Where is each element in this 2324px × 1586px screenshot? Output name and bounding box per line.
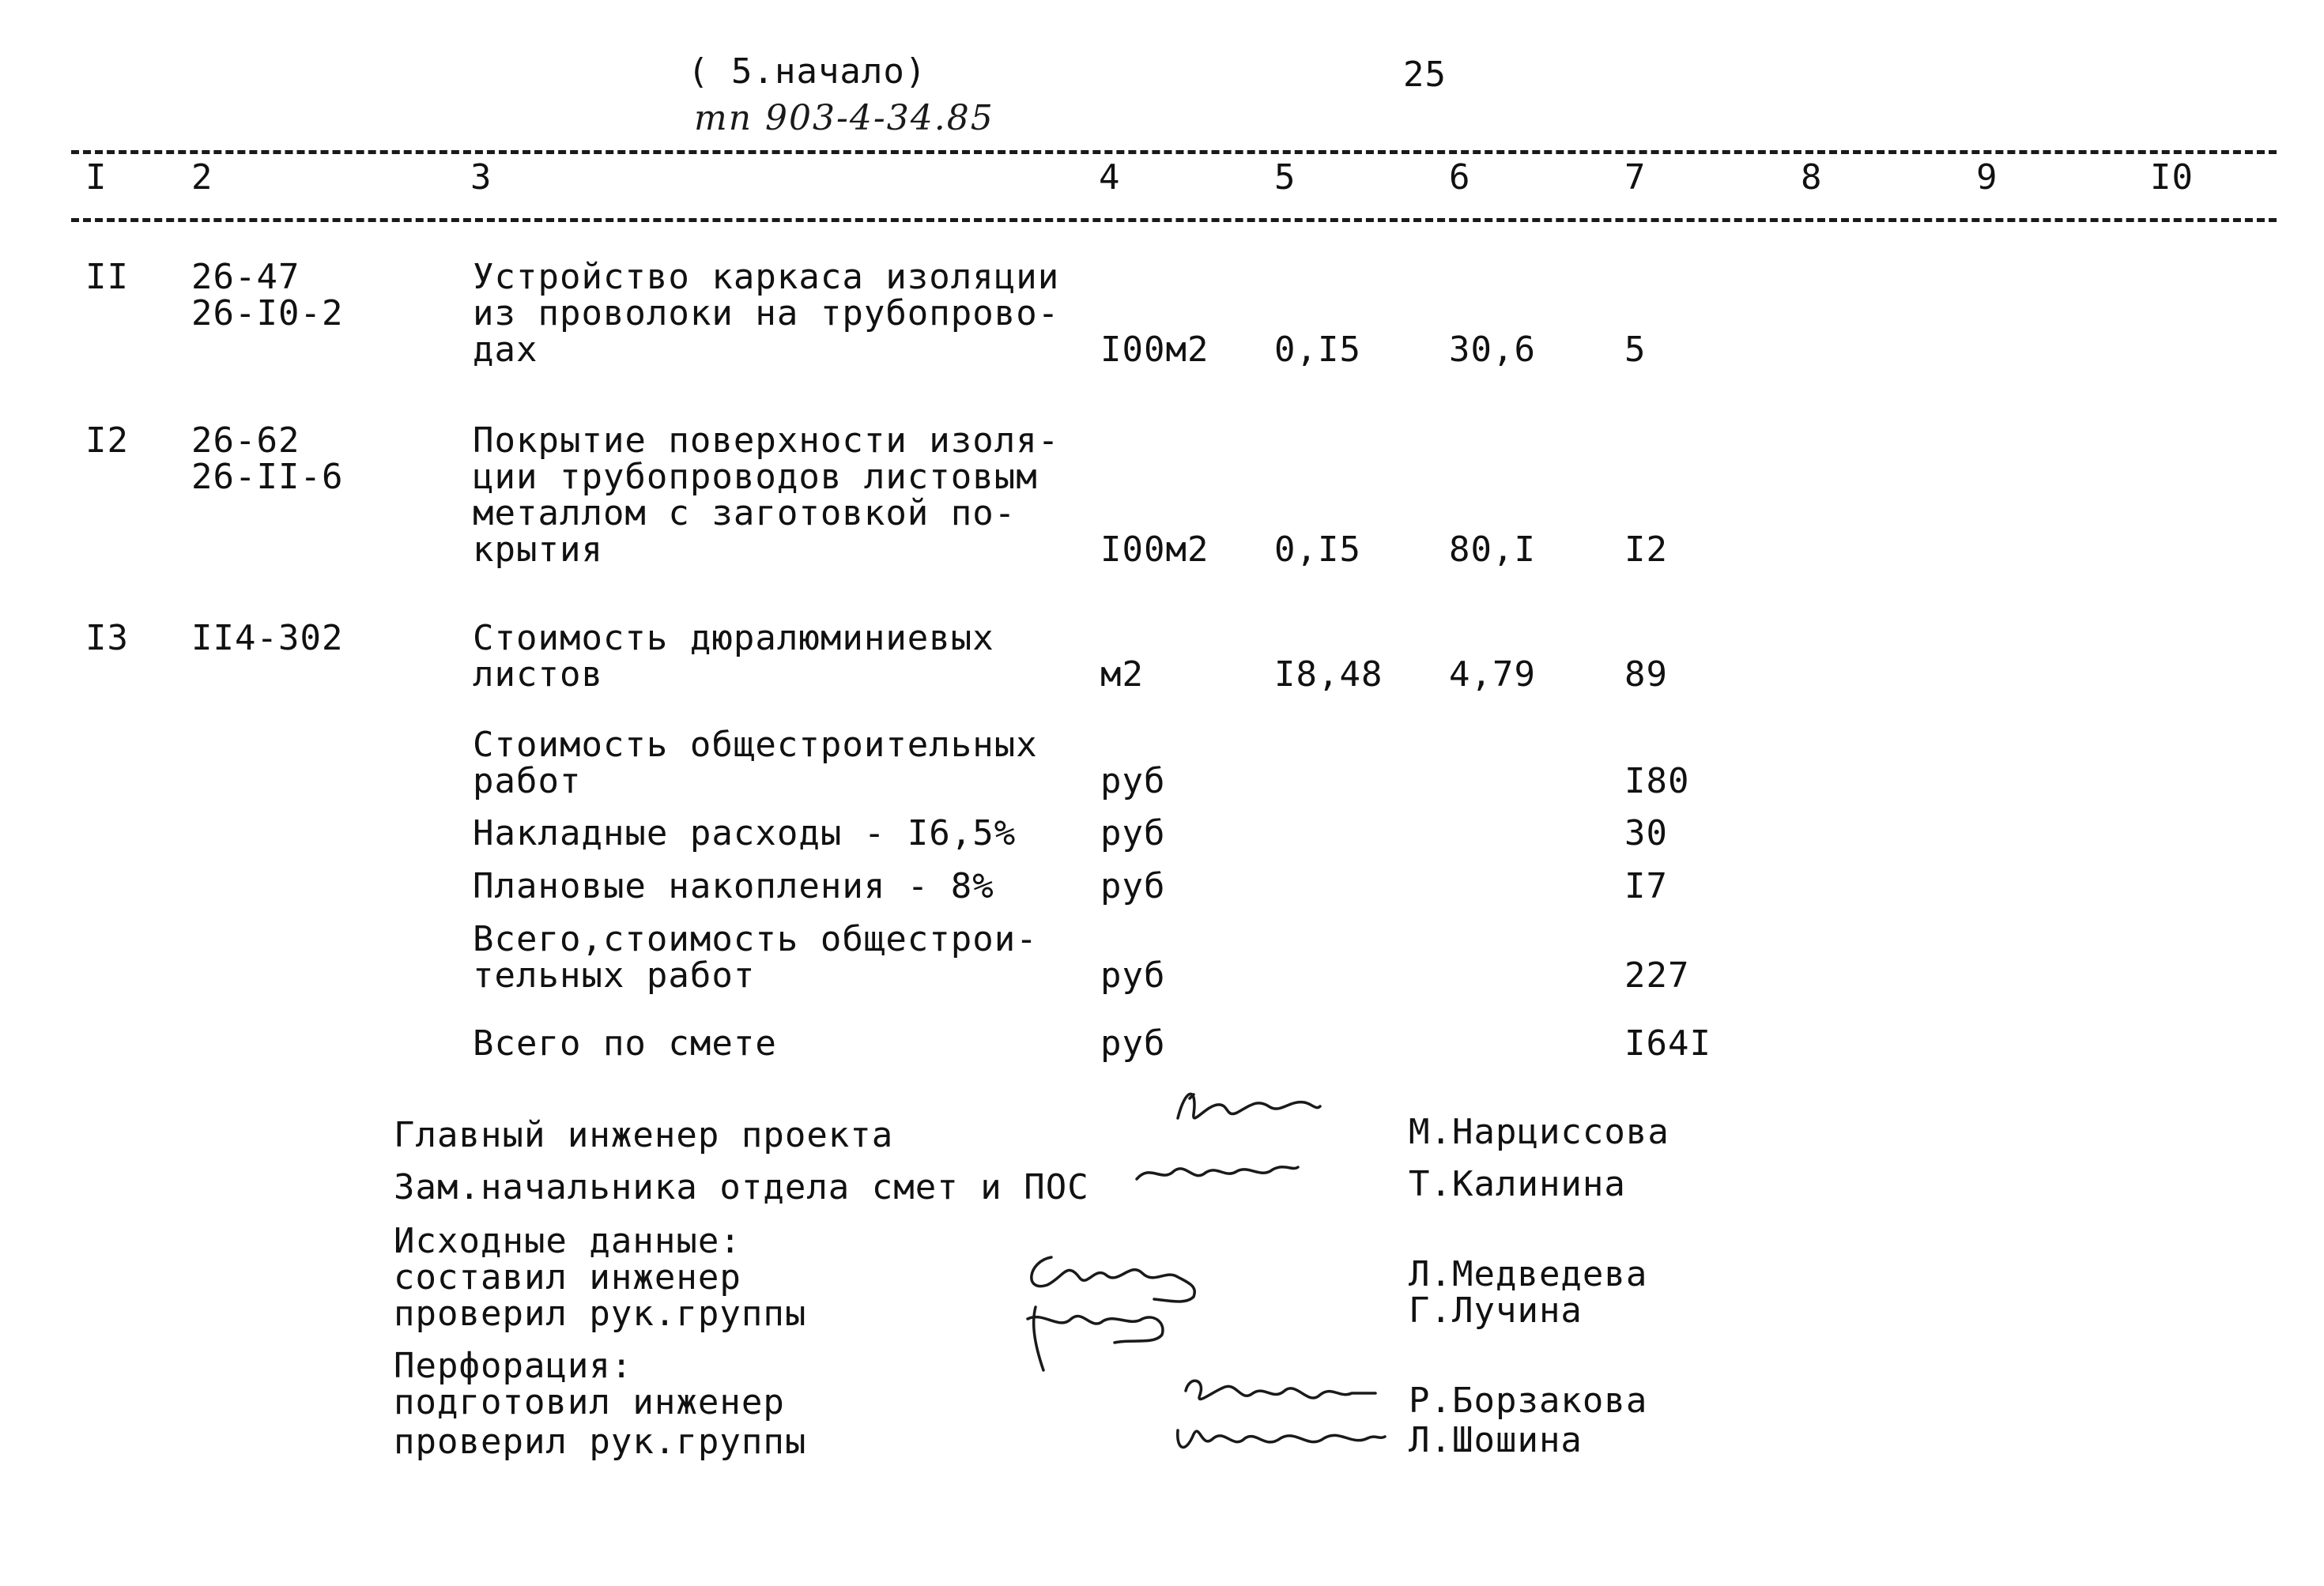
row-description: металлом с заготовкой по- <box>473 493 1017 533</box>
col-num-3: 3 <box>470 157 492 198</box>
row-price: 80,I <box>1449 529 1536 570</box>
row-total: 5 <box>1624 330 1647 370</box>
col-num-7: 7 <box>1624 157 1647 198</box>
row-quantity: 0,I5 <box>1274 330 1361 370</box>
row-description: Покрытие поверхности изоля- <box>473 420 1060 461</box>
summary-unit: руб <box>1100 955 1166 996</box>
signer-role: составил инженер <box>394 1257 741 1298</box>
summary-unit: руб <box>1100 813 1166 853</box>
row-number: I3 <box>85 618 129 658</box>
row-price: 4,79 <box>1449 654 1536 695</box>
summary-description: Плановые накопления - 8% <box>473 866 994 906</box>
project-code: тп 903-4-34.85 <box>694 98 994 138</box>
summary-total: 30 <box>1624 813 1668 853</box>
row-code: 26-47 <box>191 257 300 297</box>
row-unit: I00м2 <box>1100 330 1209 370</box>
summary-description: Стоимость общестроительных <box>473 725 1038 765</box>
summary-total: I7 <box>1624 866 1668 906</box>
row-unit: м2 <box>1100 654 1144 695</box>
signature-deputy-head <box>1130 1155 1304 1195</box>
summary-unit: руб <box>1100 1023 1166 1064</box>
row-description: из проволоки на трубопрово- <box>473 293 1060 333</box>
divider-top <box>71 150 2277 154</box>
col-num-1: I <box>85 157 108 198</box>
signer-role: подготовил инженер <box>394 1382 785 1422</box>
signer-name: Т.Калинина <box>1409 1164 1626 1204</box>
signer-name: Л.Шошина <box>1409 1420 1583 1460</box>
row-code: II4-302 <box>191 618 344 658</box>
row-quantity: I8,48 <box>1274 654 1383 695</box>
page-number: 25 <box>1403 55 1447 95</box>
section-label: ( 5.начало) <box>688 51 927 92</box>
row-description: крытия <box>473 529 603 570</box>
row-number: II <box>85 257 129 297</box>
signer-role: Главный инженер проекта <box>394 1115 894 1155</box>
row-code: 26-62 <box>191 420 300 461</box>
summary-total: I80 <box>1624 761 1690 801</box>
summary-total: I64I <box>1624 1023 1711 1064</box>
summary-description: Всего,стоимость общестрои- <box>473 919 1038 959</box>
row-description: ции трубопроводов листовым <box>473 457 1038 497</box>
row-description: Устройство каркаса изоляции <box>473 257 1060 297</box>
row-code: 26-II-6 <box>191 457 344 497</box>
row-description: дах <box>473 330 538 370</box>
signer-name: Р.Борзакова <box>1409 1381 1648 1421</box>
col-num-8: 8 <box>1801 157 1823 198</box>
col-num-5: 5 <box>1274 157 1296 198</box>
row-description: листов <box>473 654 603 695</box>
col-num-9: 9 <box>1976 157 1998 198</box>
section-heading: Перфорация: <box>394 1346 633 1386</box>
col-num-6: 6 <box>1449 157 1471 198</box>
signer-role: проверил рук.группы <box>394 1422 807 1462</box>
signature-chief-engineer <box>1170 1083 1328 1138</box>
row-number: I2 <box>85 420 129 461</box>
row-total: I2 <box>1624 529 1668 570</box>
row-total: 89 <box>1624 654 1668 695</box>
signature-checked-source <box>1012 1299 1194 1378</box>
signer-role: проверил рук.группы <box>394 1294 807 1334</box>
summary-description: Накладные расходы - I6,5% <box>473 813 1017 853</box>
signature-prepared <box>1178 1371 1383 1418</box>
summary-description: работ <box>473 761 582 801</box>
summary-description: Всего по смете <box>473 1023 777 1064</box>
row-code: 26-I0-2 <box>191 293 344 333</box>
signer-role: Зам.начальника отдела смет и ПОС <box>394 1167 1089 1207</box>
row-description: Стоимость дюралюминиевых <box>473 618 994 658</box>
signer-name: М.Нарциссова <box>1409 1112 1669 1152</box>
signature-checked-perforation <box>1170 1415 1391 1462</box>
signer-name: Г.Лучина <box>1409 1290 1583 1331</box>
summary-unit: руб <box>1100 866 1166 906</box>
col-num-10: I0 <box>2150 157 2194 198</box>
row-unit: I00м2 <box>1100 529 1209 570</box>
divider-bottom <box>71 218 2277 222</box>
row-quantity: 0,I5 <box>1274 529 1361 570</box>
summary-total: 227 <box>1624 955 1690 996</box>
section-heading: Исходные данные: <box>394 1221 741 1261</box>
col-num-2: 2 <box>191 157 213 198</box>
row-price: 30,6 <box>1449 330 1536 370</box>
summary-description: тельных работ <box>473 955 756 996</box>
col-num-4: 4 <box>1099 157 1121 198</box>
signer-name: Л.Медведева <box>1409 1254 1648 1294</box>
summary-unit: руб <box>1100 761 1166 801</box>
